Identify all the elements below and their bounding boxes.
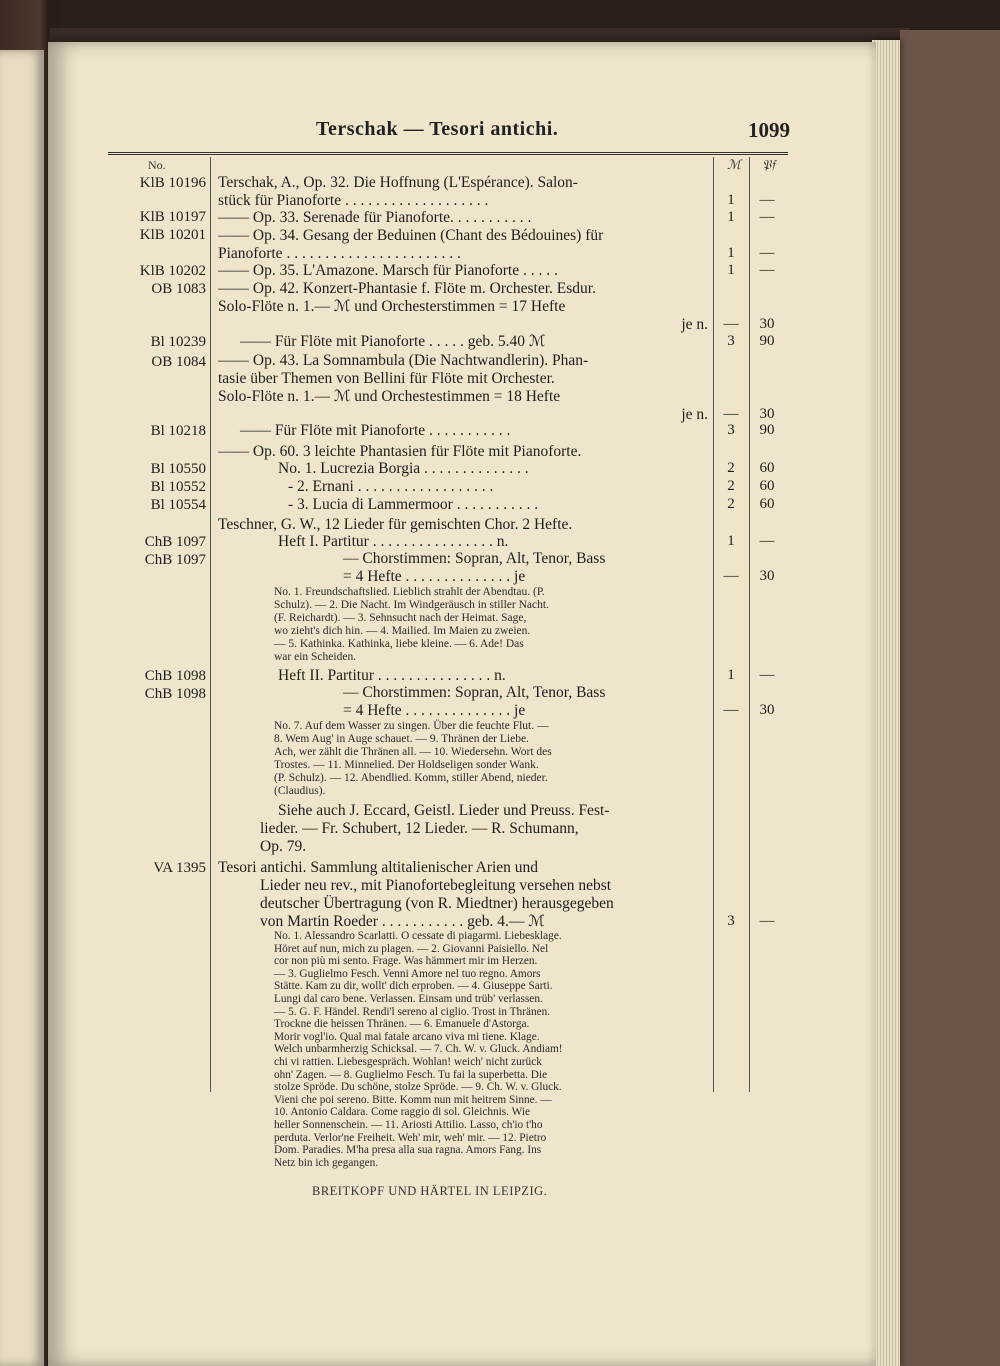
price-mark: — <box>723 316 739 332</box>
note-line: Lungi dal caro bene. Verlassen. Einsam und trüb' verlassen. <box>274 992 543 1005</box>
entry-line: —— Op. 42. Konzert-Phantasie f. Flöte m. Orchester. Esdur. <box>218 280 596 297</box>
price-mark: — <box>723 702 739 718</box>
note-line: stolze Spröde. Du schöne, stolze Spröde. — 9. Ch. W. v. Gluck. <box>274 1081 562 1094</box>
price-mark: 1 <box>727 192 735 208</box>
catalog-number: Bl 10554 <box>150 497 206 513</box>
price-pfennig: 30 <box>759 316 775 332</box>
publisher-footer: BREITKOPF UND HÄRTEL IN LEIPZIG. <box>312 1184 548 1198</box>
entry-line: je n. <box>681 406 708 423</box>
book-cover-right <box>900 30 1000 1366</box>
price-pfennig: — <box>759 262 775 278</box>
note-line: war ein Scheiden. <box>274 651 357 663</box>
page-edges <box>872 40 900 1366</box>
price-pfennig: 90 <box>759 333 775 349</box>
note-line: chi vi rattien. Liebesgespräch. Wohlan! weich' nicht zurück <box>274 1055 542 1068</box>
entry-line: —— Op. 34. Gesang der Beduinen (Chant des Bédouines) für <box>218 227 604 244</box>
note-line: Ach, wer zählt die Thränen all. — 10. Wiedersehn. Wort des <box>274 746 552 758</box>
song-list-tesori-antichi <box>274 930 706 1169</box>
catalog-number: ChB 1097 <box>144 552 206 568</box>
column-head-mark: ℳ <box>727 157 741 172</box>
song-list-heft-1 <box>274 586 706 664</box>
price-pfennig: 30 <box>759 568 775 584</box>
note-line: (Claudius). <box>274 785 326 797</box>
entry-line: tasie über Themen von Bellini für Flöte mit Orchester. <box>218 370 555 387</box>
catalog-number: Bl 10552 <box>150 479 206 495</box>
price-mark: 1 <box>727 533 735 549</box>
entry-line: Solo-Flöte n. 1.— ℳ und Orchestestimmen = 18 Hefte <box>218 388 561 405</box>
entry-line: je n. <box>681 316 708 333</box>
catalog-number: KlB 10197 <box>139 209 206 225</box>
entry-line: lieder. — Fr. Schubert, 12 Lieder. — R. Schumann, <box>260 820 579 837</box>
price-mark: — <box>723 406 739 422</box>
entry-line: —— Für Flöte mit Pianoforte . . . . . . . . . . . <box>240 422 511 439</box>
price-mark: 2 <box>727 478 735 494</box>
entry-line: stück für Pianoforte . . . . . . . . . . . . . . . . . . . <box>218 192 489 209</box>
entry-line: —— Op. 35. L'Amazone. Marsch für Pianoforte . . . . . <box>218 262 558 279</box>
price-mark: 3 <box>727 913 735 929</box>
price-mark: — <box>723 568 739 584</box>
entry-line: Siehe auch J. Eccard, Geistl. Lieder und Preuss. Fest- <box>278 802 610 819</box>
entry-line: No. 1. Lucrezia Borgia . . . . . . . . . . . . . . <box>278 460 529 477</box>
entry-line: = 4 Hefte . . . . . . . . . . . . . . je <box>343 702 526 719</box>
price-mark: 3 <box>727 333 735 349</box>
note-line: — 5. G. F. Händel. Rendi'l sereno al ciglio. Trost in Thränen. <box>274 1005 551 1018</box>
entry-line: — Chorstimmen: Sopran, Alt, Tenor, Bass <box>343 684 606 701</box>
column-divider-catalog <box>210 157 211 1092</box>
catalog-number: ChB 1098 <box>144 686 206 702</box>
entry-line: Heft II. Partitur . . . . . . . . . . . . . . . n. <box>278 667 506 684</box>
catalog-number: KlB 10202 <box>139 263 206 279</box>
column-head-pfennig: 𝔓𝔣 <box>762 157 776 172</box>
note-line: Dom. Paradies. M'ha presa alla sua ragna. Amors Fang. Ins <box>274 1144 542 1157</box>
catalog-number: OB 1083 <box>151 281 206 297</box>
entry-line: —— Op. 60. 3 leichte Phantasien für Flöte mit Pianoforte. <box>218 443 582 460</box>
price-pfennig: 60 <box>759 478 775 494</box>
price-mark: 1 <box>727 667 735 683</box>
header-title: Terschak — Tesori antichi. <box>316 118 559 140</box>
note-line: heller Sonnenschein. — 11. Ariosti Attilio. Lasso, ch'io t'ho <box>274 1118 543 1131</box>
price-pfennig: — <box>759 245 775 261</box>
price-mark: 2 <box>727 496 735 512</box>
price-pfennig: 90 <box>759 422 775 438</box>
entry-line: Pianoforte . . . . . . . . . . . . . . . . . . . . . . . <box>218 245 461 262</box>
entry-line: von Martin Roeder . . . . . . . . . . . geb. 4.— ℳ <box>260 913 545 930</box>
note-line: Trockne die heissen Thränen. — 6. Emanuele d'Astorga. <box>274 1018 530 1031</box>
song-list-heft-2 <box>274 720 706 798</box>
previous-page-edge <box>0 50 44 1366</box>
price-pfennig: — <box>759 533 775 549</box>
price-pfennig: 30 <box>759 702 775 718</box>
note-line: wo zieht's dich hin. — 4. Mailied. Im Maien zu zweien. <box>274 625 531 637</box>
note-line: No. 7. Auf dem Wasser zu singen. Über die feuchte Flut. — <box>274 720 549 732</box>
note-line: Trostes. — 11. Minnelied. Der Holdseligen sonder Wank. <box>274 759 539 771</box>
entry-line: Teschner, G. W., 12 Lieder für gemischten Chor. 2 Hefte. <box>218 516 573 533</box>
note-line: No. 1. Freundschaftslied. Lieblich strahlt der Abendtau. (P. <box>274 586 545 598</box>
price-pfennig: — <box>759 913 775 929</box>
price-pfennig: 60 <box>759 460 775 476</box>
entry-line: Terschak, A., Op. 32. Die Hoffnung (L'Espérance). Salon- <box>218 174 578 191</box>
catalog-number: Bl 10218 <box>150 423 206 439</box>
price-mark: 3 <box>727 422 735 438</box>
catalog-number: KlB 10201 <box>139 227 206 243</box>
note-line: Stätte. Kam zu dir, wollt' dich erproben. — 4. Giuseppe Sarti. <box>274 980 553 993</box>
entry-line: Tesori antichi. Sammlung altitalienischer Arien und <box>218 859 539 876</box>
entry-line: Lieder neu rev., mit Pianofortebegleitung versehen nebst <box>260 877 612 894</box>
note-line: Schulz). — 2. Die Nacht. Im Windgeräusch in stiller Nacht. <box>274 599 549 611</box>
column-head-no: No. <box>148 158 166 172</box>
note-line: (F. Reichardt). — 3. Sehnsucht nach der Heimat. Sage, <box>274 612 527 624</box>
note-line: Morir vogl'io. Qual mai fatale arcano viva mi tiene. Klage. <box>274 1030 540 1043</box>
price-mark: 1 <box>727 245 735 261</box>
note-line: perduta. Verlor'ne Freiheit. Weh' mir, weh' mir. — 12. Pietro <box>274 1131 547 1144</box>
price-pfennig: 60 <box>759 496 775 512</box>
entry-line: Op. 79. <box>260 838 307 855</box>
entry-line: - 3. Lucia di Lammermoor . . . . . . . . . . . <box>288 496 539 513</box>
price-pfennig: 30 <box>759 406 775 422</box>
note-line: cor non più mi sento. Frage. Was hämmert mir im Herzen. <box>274 955 538 968</box>
catalog-number: OB 1084 <box>151 354 206 370</box>
note-line: No. 1. Alessandro Scarlatti. O cessate di piagarmi. Liebesklage. <box>274 930 562 942</box>
entry-line: deutscher Übertragung (von R. Miedtner) herausgegeben <box>260 895 614 912</box>
note-line: (P. Schulz). — 12. Abendlied. Komm, stiller Abend, nieder. <box>274 772 548 784</box>
catalog-number: ChB 1098 <box>144 668 206 684</box>
price-mark: 1 <box>727 209 735 225</box>
entry-line: Heft I. Partitur . . . . . . . . . . . . . . . . n. <box>278 533 509 550</box>
entry-line: = 4 Hefte . . . . . . . . . . . . . . je <box>343 568 526 585</box>
note-line: 8. Wem Aug' in Auge schauet. — 9. Thränen der Liebe. <box>274 733 529 745</box>
note-line: ohn' Zagen. — 8. Guglielmo Fesch. Tu fai la superbetta. Die <box>274 1068 548 1081</box>
note-line: — 3. Guglielmo Fesch. Venni Amore nel tuo regno. Amors <box>274 967 541 980</box>
entry-line: — Chorstimmen: Sopran, Alt, Tenor, Bass <box>343 550 606 567</box>
note-line: Höret auf nun, mich zu plagen. — 2. Giovanni Paisiello. Nel <box>274 942 549 955</box>
price-mark: 1 <box>727 262 735 278</box>
column-divider-text <box>713 157 714 1092</box>
entry-line: —— Op. 33. Serenade für Pianoforte. . . . . . . . . . . <box>218 209 532 226</box>
catalog-number: VA 1395 <box>153 860 206 876</box>
catalog-number: ChB 1097 <box>144 534 206 550</box>
catalog-number: Bl 10550 <box>150 461 206 477</box>
price-pfennig: — <box>759 192 775 208</box>
entry-line: - 2. Ernani . . . . . . . . . . . . . . . . . . <box>288 478 494 495</box>
note-line: 10. Antonio Caldara. Come raggio di sol. Gleichnis. Wie <box>274 1106 530 1119</box>
note-line: Vieni che poi sereno. Bitte. Komm nun mit heitrem Sinne. — <box>274 1093 552 1106</box>
price-pfennig: — <box>759 209 775 225</box>
price-mark: 2 <box>727 460 735 476</box>
note-line: Welch unbarmherzig Schicksal. — 7. Ch. W. v. Gluck. Andiam! <box>274 1043 563 1056</box>
running-header <box>270 118 790 146</box>
note-line: Netz bin ich gegangen. <box>274 1156 379 1169</box>
note-line: — 5. Kathinka. Kathinka, liebe kleine. — 6. Ade! Das <box>274 638 524 650</box>
header-rule <box>108 152 788 155</box>
entry-line: —— Op. 43. La Somnambula (Die Nachtwandlerin). Phan- <box>218 352 589 369</box>
price-pfennig: — <box>759 667 775 683</box>
column-divider-mark <box>749 157 750 1092</box>
catalog-number: Bl 10239 <box>150 334 206 350</box>
entry-line: —— Für Flöte mit Pianoforte . . . . . geb. 5.40 ℳ <box>240 333 546 350</box>
page-number: 1099 <box>748 118 790 142</box>
catalog-number: KlB 10196 <box>139 175 206 191</box>
entry-line: Solo-Flöte n. 1.— ℳ und Orchesterstimmen = 17 Hefte <box>218 298 566 315</box>
